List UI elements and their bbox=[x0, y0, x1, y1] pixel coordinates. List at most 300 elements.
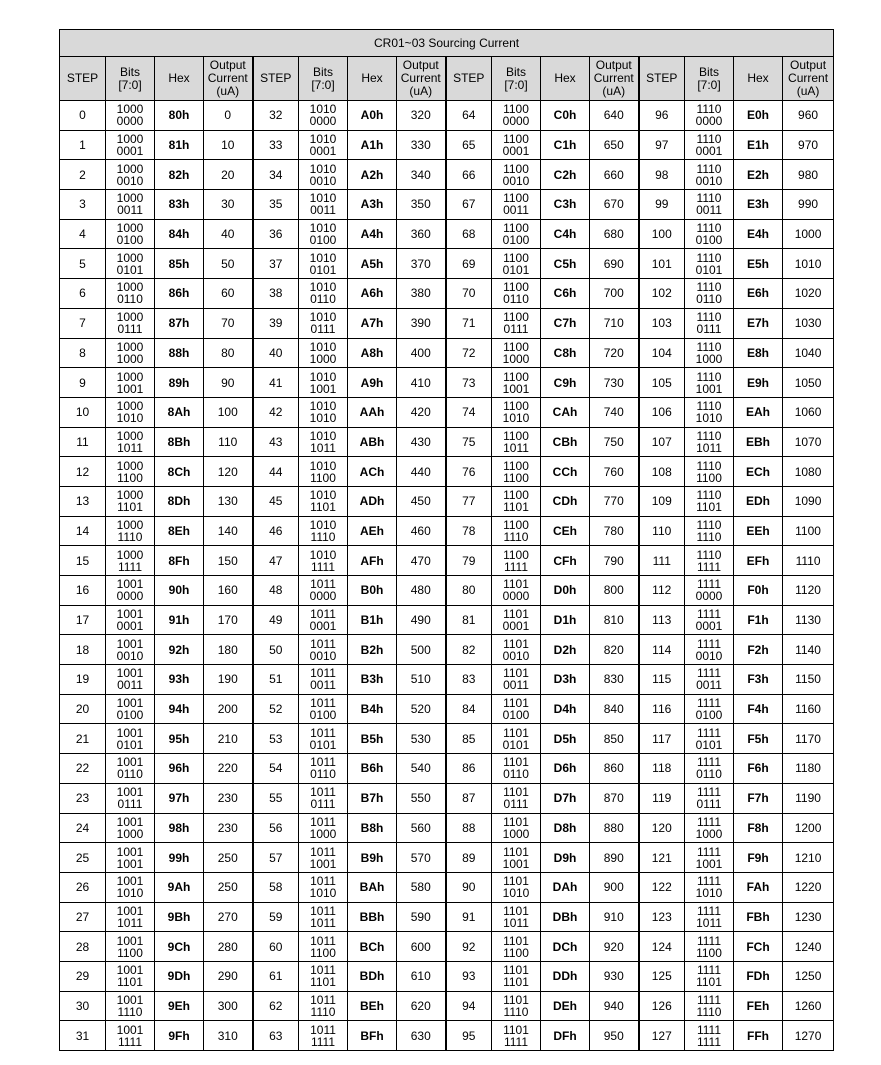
hex-cell: C1h bbox=[541, 130, 590, 160]
output-current-cell: 600 bbox=[397, 932, 446, 962]
bits-cell bbox=[685, 576, 734, 606]
hex-cell: 8Dh bbox=[155, 486, 204, 516]
bits-nibble: 1001 bbox=[116, 992, 144, 1007]
output-current-cell: 1230 bbox=[783, 902, 834, 932]
bits-nibble: 1111 bbox=[696, 755, 722, 770]
hex-cell: F9h bbox=[734, 843, 783, 873]
step-cell: 67 bbox=[446, 190, 492, 220]
output-current-cell: 660 bbox=[590, 160, 639, 190]
hex-cell: B3h bbox=[348, 665, 397, 695]
step-cell: 87 bbox=[446, 783, 492, 813]
output-current-cell: 860 bbox=[590, 754, 639, 784]
bits-cell bbox=[492, 457, 541, 487]
table-row bbox=[60, 576, 834, 606]
step-cell: 47 bbox=[253, 546, 299, 576]
bits-cell bbox=[106, 961, 155, 991]
step-cell: 89 bbox=[446, 843, 492, 873]
sourcing-current-table bbox=[59, 29, 834, 1051]
bits-cell bbox=[299, 249, 348, 279]
step-cell: 68 bbox=[446, 219, 492, 249]
bits-nibble: 1111 bbox=[696, 963, 722, 978]
bits-nibble: 1001 bbox=[116, 874, 144, 889]
step-cell: 36 bbox=[253, 219, 299, 249]
bits-nibble: 1011 bbox=[310, 814, 336, 829]
bits-cell bbox=[106, 338, 155, 368]
bits-nibble: 1110 bbox=[503, 529, 529, 544]
hex-cell: B2h bbox=[348, 635, 397, 665]
step-cell: 78 bbox=[446, 516, 492, 546]
step-cell: 127 bbox=[639, 1021, 685, 1051]
hex-cell: A2h bbox=[348, 160, 397, 190]
output-current-cell: 220 bbox=[204, 754, 253, 784]
hex-cell: 95h bbox=[155, 724, 204, 754]
bits-nibble: 1110 bbox=[696, 1004, 722, 1019]
bits-nibble: 1001 bbox=[695, 381, 723, 396]
output-current-cell: 500 bbox=[397, 635, 446, 665]
bits-nibble: 1010 bbox=[309, 280, 337, 295]
step-cell: 120 bbox=[639, 813, 685, 843]
step-cell: 40 bbox=[253, 338, 299, 368]
step-cell: 25 bbox=[60, 843, 106, 873]
step-cell: 45 bbox=[253, 486, 299, 516]
output-current-cell: 140 bbox=[204, 516, 253, 546]
output-current-cell: 1210 bbox=[783, 843, 834, 873]
hex-cell: F5h bbox=[734, 724, 783, 754]
bits-nibble: 1111 bbox=[696, 874, 722, 889]
hex-cell: EBh bbox=[734, 427, 783, 457]
step-cell: 84 bbox=[446, 694, 492, 724]
header-bits bbox=[685, 57, 734, 101]
bits-cell bbox=[685, 724, 734, 754]
output-current-cell: 270 bbox=[204, 902, 253, 932]
table-row bbox=[60, 932, 834, 962]
bits-nibble: 0101 bbox=[309, 262, 337, 277]
hex-cell: B9h bbox=[348, 843, 397, 873]
output-current-cell: 190 bbox=[204, 665, 253, 695]
hex-cell: 98h bbox=[155, 813, 204, 843]
bits-cell bbox=[106, 754, 155, 784]
step-cell: 123 bbox=[639, 902, 685, 932]
step-cell: 121 bbox=[639, 843, 685, 873]
bits-nibble: 1111 bbox=[696, 666, 722, 681]
bits-cell bbox=[299, 219, 348, 249]
output-current-cell: 710 bbox=[590, 308, 639, 338]
output-current-cell: 400 bbox=[397, 338, 446, 368]
step-cell: 63 bbox=[253, 1021, 299, 1051]
step-cell: 119 bbox=[639, 783, 685, 813]
bits-nibble: 1001 bbox=[116, 666, 144, 681]
bits-nibble: 0101 bbox=[116, 262, 144, 277]
bits-nibble: 1010 bbox=[309, 161, 337, 176]
bits-cell bbox=[106, 902, 155, 932]
hex-cell: 91h bbox=[155, 605, 204, 635]
step-cell: 126 bbox=[639, 991, 685, 1021]
bits-nibble: 1000 bbox=[116, 339, 144, 354]
output-current-cell: 360 bbox=[397, 219, 446, 249]
step-cell: 81 bbox=[446, 605, 492, 635]
bits-nibble: 1100 bbox=[503, 280, 529, 295]
bits-nibble: 1110 bbox=[310, 1004, 336, 1019]
bits-cell bbox=[492, 635, 541, 665]
step-cell: 96 bbox=[639, 101, 685, 131]
hex-cell: FAh bbox=[734, 872, 783, 902]
table-row bbox=[60, 754, 834, 784]
bits-cell bbox=[106, 279, 155, 309]
bits-nibble: 1100 bbox=[503, 369, 529, 384]
step-cell: 10 bbox=[60, 397, 106, 427]
bits-nibble: 0010 bbox=[695, 173, 723, 188]
bits-nibble: 0110 bbox=[696, 292, 722, 307]
step-cell: 5 bbox=[60, 249, 106, 279]
bits-nibble: 1011 bbox=[310, 1022, 336, 1037]
bits-nibble: 1100 bbox=[503, 221, 529, 236]
bits-nibble: 0000 bbox=[309, 589, 337, 604]
hex-cell: E2h bbox=[734, 160, 783, 190]
bits-cell bbox=[492, 368, 541, 398]
output-current-cell: 570 bbox=[397, 843, 446, 873]
step-cell: 95 bbox=[446, 1021, 492, 1051]
bits-cell bbox=[492, 338, 541, 368]
hex-cell: A1h bbox=[348, 130, 397, 160]
step-cell: 66 bbox=[446, 160, 492, 190]
bits-cell bbox=[106, 457, 155, 487]
bits-nibble: 1110 bbox=[696, 161, 722, 176]
bits-nibble: 1000 bbox=[116, 458, 144, 473]
output-current-cell: 840 bbox=[590, 694, 639, 724]
step-cell: 9 bbox=[60, 368, 106, 398]
hex-cell: 86h bbox=[155, 279, 204, 309]
bits-nibble: 1100 bbox=[503, 517, 529, 532]
bits-cell bbox=[492, 991, 541, 1021]
hex-cell: F6h bbox=[734, 754, 783, 784]
step-cell: 91 bbox=[446, 902, 492, 932]
bits-nibble: 1010 bbox=[695, 886, 723, 901]
hex-cell: 84h bbox=[155, 219, 204, 249]
output-current-cell: 420 bbox=[397, 397, 446, 427]
output-current-cell: 910 bbox=[590, 902, 639, 932]
hex-cell: EAh bbox=[734, 397, 783, 427]
bits-nibble: 1100 bbox=[503, 161, 529, 176]
bits-cell bbox=[492, 932, 541, 962]
bits-cell bbox=[106, 694, 155, 724]
bits-nibble: 1001 bbox=[309, 381, 337, 396]
bits-nibble: 1001 bbox=[502, 856, 530, 871]
bits-nibble: 0100 bbox=[695, 708, 723, 723]
bits-nibble: 0010 bbox=[309, 173, 337, 188]
hex-cell: ADh bbox=[348, 486, 397, 516]
step-cell: 73 bbox=[446, 368, 492, 398]
header-output-current bbox=[397, 57, 446, 101]
hex-cell: D8h bbox=[541, 813, 590, 843]
table-row bbox=[60, 249, 834, 279]
bits-nibble: 1011 bbox=[310, 607, 336, 622]
bits-cell bbox=[685, 397, 734, 427]
table-row bbox=[60, 872, 834, 902]
step-cell: 86 bbox=[446, 754, 492, 784]
bits-nibble: 1010 bbox=[309, 411, 337, 426]
output-current-cell: 340 bbox=[397, 160, 446, 190]
hex-cell: BBh bbox=[348, 902, 397, 932]
step-cell: 69 bbox=[446, 249, 492, 279]
bits-nibble: 1110 bbox=[117, 1004, 143, 1019]
bits-nibble: 1111 bbox=[696, 607, 722, 622]
step-cell: 115 bbox=[639, 665, 685, 695]
bits-nibble: 1011 bbox=[310, 666, 336, 681]
header-hex: Hex bbox=[348, 57, 397, 101]
bits-nibble: 1000 bbox=[309, 826, 337, 841]
output-current-cell: 170 bbox=[204, 605, 253, 635]
bits-nibble: 1001 bbox=[116, 755, 144, 770]
hex-cell: FDh bbox=[734, 961, 783, 991]
table-row bbox=[60, 516, 834, 546]
step-cell: 75 bbox=[446, 427, 492, 457]
header-bits-text: Bits bbox=[505, 64, 526, 79]
table-title: CR01~03 Sourcing Current bbox=[60, 30, 834, 57]
bits-cell bbox=[106, 576, 155, 606]
hex-cell: A8h bbox=[348, 338, 397, 368]
bits-cell bbox=[685, 516, 734, 546]
bits-nibble: 1110 bbox=[696, 399, 722, 414]
header-output-current-text: (uA) bbox=[796, 84, 820, 98]
bits-cell bbox=[685, 338, 734, 368]
bits-cell bbox=[106, 605, 155, 635]
step-cell: 35 bbox=[253, 190, 299, 220]
output-current-cell: 30 bbox=[204, 190, 253, 220]
bits-cell bbox=[106, 486, 155, 516]
hex-cell: FEh bbox=[734, 991, 783, 1021]
bits-nibble: 0001 bbox=[502, 619, 530, 634]
bits-nibble: 1011 bbox=[310, 963, 336, 978]
bits-nibble: 1101 bbox=[503, 785, 529, 800]
bits-nibble: 1011 bbox=[310, 992, 336, 1007]
bits-nibble: 0011 bbox=[696, 678, 722, 693]
step-cell: 99 bbox=[639, 190, 685, 220]
bits-cell bbox=[106, 101, 155, 131]
output-current-cell: 1160 bbox=[783, 694, 834, 724]
output-current-cell: 70 bbox=[204, 308, 253, 338]
header-output-current-text: Output bbox=[402, 58, 439, 72]
bits-cell bbox=[492, 754, 541, 784]
bits-cell bbox=[492, 516, 541, 546]
bits-nibble: 1101 bbox=[503, 933, 529, 948]
output-current-cell: 540 bbox=[397, 754, 446, 784]
bits-nibble: 1101 bbox=[503, 666, 529, 681]
hex-cell: E5h bbox=[734, 249, 783, 279]
bits-nibble: 1110 bbox=[696, 191, 722, 206]
bits-cell bbox=[299, 813, 348, 843]
bits-cell bbox=[492, 546, 541, 576]
bits-cell bbox=[106, 368, 155, 398]
step-cell: 116 bbox=[639, 694, 685, 724]
output-current-cell: 800 bbox=[590, 576, 639, 606]
output-current-cell: 1030 bbox=[783, 308, 834, 338]
step-cell: 39 bbox=[253, 308, 299, 338]
bits-cell bbox=[685, 368, 734, 398]
step-cell: 58 bbox=[253, 872, 299, 902]
hex-cell: EEh bbox=[734, 516, 783, 546]
header-output-current-text: Current bbox=[788, 71, 829, 85]
output-current-cell: 0 bbox=[204, 101, 253, 131]
hex-cell: C9h bbox=[541, 368, 590, 398]
bits-nibble: 1110 bbox=[696, 339, 722, 354]
bits-nibble: 0100 bbox=[116, 708, 144, 723]
bits-nibble: 0100 bbox=[309, 233, 337, 248]
header-bits-text: Bits bbox=[119, 64, 140, 79]
output-current-cell: 250 bbox=[204, 843, 253, 873]
bits-nibble: 0010 bbox=[502, 173, 530, 188]
hex-cell: C2h bbox=[541, 160, 590, 190]
hex-cell: D9h bbox=[541, 843, 590, 873]
output-current-cell: 900 bbox=[590, 872, 639, 902]
bits-nibble: 1000 bbox=[116, 132, 144, 147]
step-cell: 29 bbox=[60, 961, 106, 991]
output-current-cell: 1020 bbox=[783, 279, 834, 309]
hex-cell: A6h bbox=[348, 279, 397, 309]
bits-cell bbox=[299, 338, 348, 368]
bits-nibble: 1101 bbox=[503, 963, 529, 978]
bits-cell bbox=[492, 1021, 541, 1051]
bits-cell bbox=[299, 368, 348, 398]
bits-nibble: 0011 bbox=[503, 203, 529, 218]
output-current-cell: 1000 bbox=[783, 219, 834, 249]
output-current-cell: 680 bbox=[590, 219, 639, 249]
hex-cell: 9Fh bbox=[155, 1021, 204, 1051]
bits-nibble: 0101 bbox=[309, 737, 337, 752]
step-cell: 112 bbox=[639, 576, 685, 606]
step-cell: 38 bbox=[253, 279, 299, 309]
bits-cell bbox=[299, 961, 348, 991]
table-row bbox=[60, 219, 834, 249]
bits-nibble: 1000 bbox=[116, 221, 144, 236]
output-current-cell: 750 bbox=[590, 427, 639, 457]
bits-nibble: 1000 bbox=[116, 369, 144, 384]
hex-cell: 8Fh bbox=[155, 546, 204, 576]
bits-cell bbox=[685, 546, 734, 576]
hex-cell: D0h bbox=[541, 576, 590, 606]
hex-cell: 88h bbox=[155, 338, 204, 368]
hex-cell: A9h bbox=[348, 368, 397, 398]
hex-cell: E1h bbox=[734, 130, 783, 160]
output-current-cell: 880 bbox=[590, 813, 639, 843]
bits-nibble: 1100 bbox=[503, 102, 529, 117]
step-cell: 41 bbox=[253, 368, 299, 398]
output-current-cell: 120 bbox=[204, 457, 253, 487]
bits-nibble: 1000 bbox=[116, 428, 144, 443]
step-cell: 14 bbox=[60, 516, 106, 546]
hex-cell: E3h bbox=[734, 190, 783, 220]
bits-cell bbox=[492, 101, 541, 131]
bits-nibble: 0101 bbox=[695, 737, 723, 752]
output-current-cell: 110 bbox=[204, 427, 253, 457]
bits-nibble: 1100 bbox=[503, 132, 529, 147]
table-row bbox=[60, 724, 834, 754]
output-current-cell: 610 bbox=[397, 961, 446, 991]
step-cell: 17 bbox=[60, 605, 106, 635]
output-current-cell: 590 bbox=[397, 902, 446, 932]
bits-nibble: 1110 bbox=[696, 250, 722, 265]
bits-cell bbox=[685, 932, 734, 962]
bits-nibble: 1111 bbox=[696, 1034, 722, 1049]
header-hex: Hex bbox=[155, 57, 204, 101]
hex-cell: 87h bbox=[155, 308, 204, 338]
step-cell: 113 bbox=[639, 605, 685, 635]
hex-cell: ABh bbox=[348, 427, 397, 457]
header-bits-text: [7:0] bbox=[118, 77, 142, 92]
table-row bbox=[60, 279, 834, 309]
bits-nibble: 0001 bbox=[695, 144, 723, 159]
output-current-cell: 720 bbox=[590, 338, 639, 368]
header-output-current-text: Current bbox=[400, 71, 441, 85]
hex-cell: B8h bbox=[348, 813, 397, 843]
output-current-cell: 1090 bbox=[783, 486, 834, 516]
bits-nibble: 0001 bbox=[116, 144, 144, 159]
bits-nibble: 1100 bbox=[696, 945, 722, 960]
step-cell: 82 bbox=[446, 635, 492, 665]
bits-cell bbox=[492, 843, 541, 873]
output-current-cell: 1190 bbox=[783, 783, 834, 813]
bits-cell bbox=[685, 783, 734, 813]
bits-nibble: 0000 bbox=[502, 589, 530, 604]
bits-nibble: 1010 bbox=[309, 428, 337, 443]
step-cell: 64 bbox=[446, 101, 492, 131]
bits-cell bbox=[492, 694, 541, 724]
bits-nibble: 1111 bbox=[696, 577, 722, 592]
header-hex: Hex bbox=[734, 57, 783, 101]
bits-nibble: 0111 bbox=[310, 322, 336, 337]
hex-cell: FBh bbox=[734, 902, 783, 932]
bits-cell bbox=[106, 308, 155, 338]
bits-cell bbox=[299, 665, 348, 695]
output-current-cell: 550 bbox=[397, 783, 446, 813]
table-row bbox=[60, 160, 834, 190]
output-current-cell: 730 bbox=[590, 368, 639, 398]
hex-cell: AAh bbox=[348, 397, 397, 427]
output-current-cell: 650 bbox=[590, 130, 639, 160]
output-current-cell: 90 bbox=[204, 368, 253, 398]
table-row bbox=[60, 338, 834, 368]
table-row bbox=[60, 843, 834, 873]
output-current-cell: 1150 bbox=[783, 665, 834, 695]
bits-nibble: 1011 bbox=[310, 725, 336, 740]
bits-cell bbox=[106, 427, 155, 457]
bits-nibble: 1100 bbox=[310, 470, 336, 485]
bits-nibble: 0101 bbox=[116, 737, 144, 752]
hex-cell: CCh bbox=[541, 457, 590, 487]
output-current-cell: 1100 bbox=[783, 516, 834, 546]
step-cell: 22 bbox=[60, 754, 106, 784]
hex-cell: F7h bbox=[734, 783, 783, 813]
bits-nibble: 1010 bbox=[309, 399, 337, 414]
bits-nibble: 0010 bbox=[502, 648, 530, 663]
step-cell: 114 bbox=[639, 635, 685, 665]
bits-nibble: 0011 bbox=[117, 203, 143, 218]
bits-cell bbox=[492, 902, 541, 932]
step-cell: 76 bbox=[446, 457, 492, 487]
bits-nibble: 0111 bbox=[310, 797, 336, 812]
output-current-cell: 740 bbox=[590, 397, 639, 427]
hex-cell: A5h bbox=[348, 249, 397, 279]
bits-nibble: 1101 bbox=[310, 975, 336, 990]
bits-nibble: 1001 bbox=[116, 636, 144, 651]
bits-nibble: 1100 bbox=[503, 945, 529, 960]
hex-cell: 85h bbox=[155, 249, 204, 279]
bits-cell bbox=[299, 427, 348, 457]
bits-cell bbox=[492, 783, 541, 813]
bits-nibble: 1100 bbox=[503, 191, 529, 206]
hex-cell: BCh bbox=[348, 932, 397, 962]
bits-cell bbox=[492, 427, 541, 457]
output-current-cell: 480 bbox=[397, 576, 446, 606]
